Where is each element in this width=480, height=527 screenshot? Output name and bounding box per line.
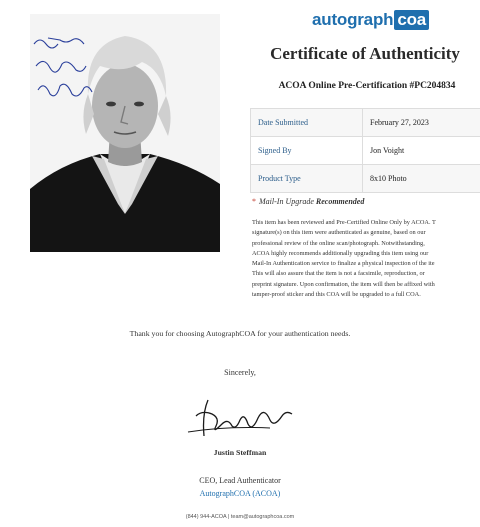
body-line: This will also assure that the item is not a facsimile, reproduction, or xyxy=(252,270,425,278)
details-row-signed-by xyxy=(251,137,480,165)
logo-coa-box: coa xyxy=(394,10,429,30)
body-line: Mail-In Authentication service to finalize a physical inspection of the ite xyxy=(252,260,435,268)
logo-text: autograph xyxy=(312,10,394,29)
body-line: ACOA highly recommends additionally upgrading this item using our xyxy=(252,249,429,257)
body-line: professional review of the online scan/photograph. Notwithstanding, xyxy=(252,239,425,247)
autographcoa-logo xyxy=(312,10,429,30)
product-type-label: Product Type xyxy=(251,165,363,193)
date-submitted-value: February 27, 2023 xyxy=(363,109,480,137)
upgrade-heading-bold: Recommended xyxy=(315,197,365,206)
precert-number: ACOA Online Pre-Certification #PC204834 xyxy=(278,81,456,91)
body-line: preprint signature. Upon confirmation, the item will then be affixed with xyxy=(252,280,435,288)
signed-by-value: Jon Voight xyxy=(363,137,480,165)
upgrade-heading-italic: Mail-In Upgrade xyxy=(259,197,314,206)
details-row-product-type xyxy=(251,165,480,193)
details-table xyxy=(250,108,480,193)
signer-name: Justin Steffman xyxy=(213,448,267,457)
body-line: tamper-proof sticker and this COA will be upgraded to a full COA. xyxy=(252,291,421,299)
asterisk-icon: * xyxy=(252,197,256,206)
thank-you-text: Thank you for choosing AutographCOA for your authentication needs. xyxy=(129,329,351,338)
sincerely-text: Sincerely, xyxy=(224,368,256,377)
signed-photo xyxy=(30,14,220,252)
signer-org-link[interactable]: AutographCOA (ACOA) xyxy=(199,489,281,498)
body-line: signature(s) on this item were authenticated as genuine, based on our xyxy=(252,229,426,237)
date-submitted-label: Date Submitted xyxy=(251,109,363,137)
signed-by-label: Signed By xyxy=(251,137,363,165)
upgrade-heading xyxy=(252,197,364,206)
signer-title: CEO, Lead Authenticator xyxy=(199,476,281,485)
certificate-title: Certificate of Authenticity xyxy=(270,44,460,63)
contact-footer: (844) 944-ACOA | team@autographcoa.com xyxy=(185,514,295,520)
product-type-value: 8x10 Photo xyxy=(363,165,480,193)
signature-image xyxy=(186,396,296,447)
upgrade-body xyxy=(252,218,480,300)
details-row-date xyxy=(251,109,480,137)
body-line: This item has been reviewed and Pre-Certified Online Only by ACOA. T xyxy=(252,219,436,226)
